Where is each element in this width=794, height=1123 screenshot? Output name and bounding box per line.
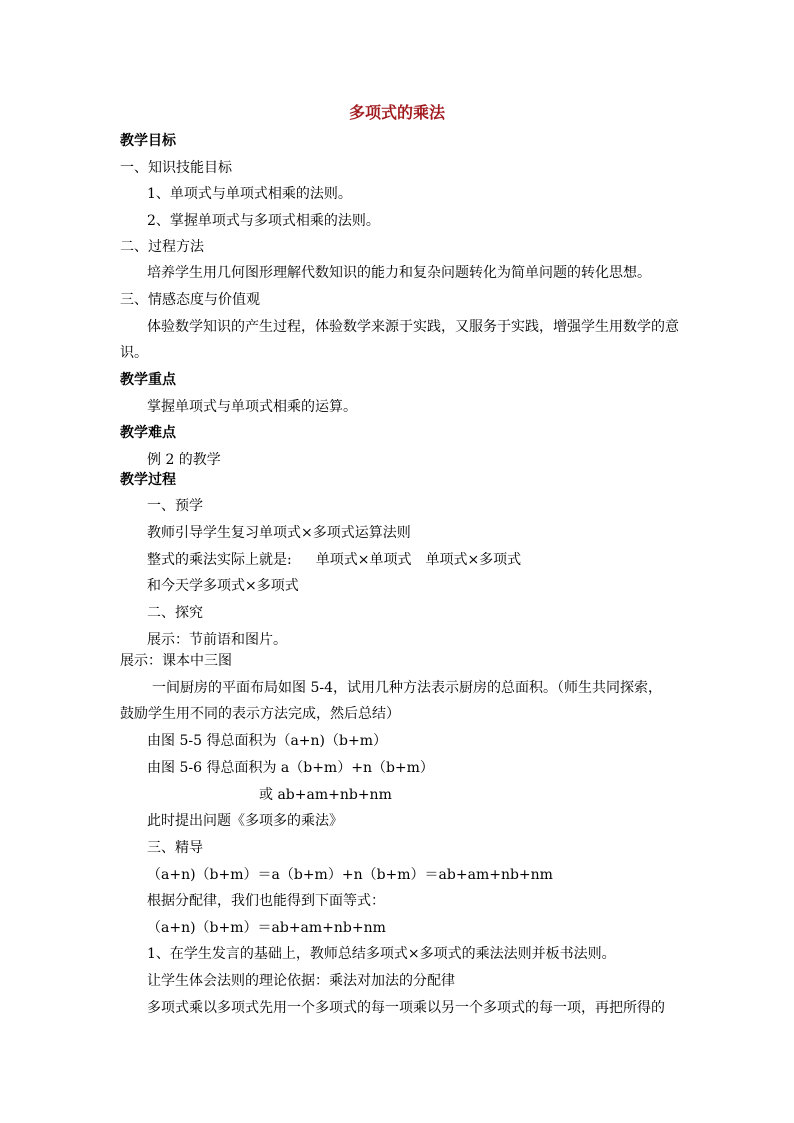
step1-heading: 一、预学 xyxy=(147,498,203,514)
procedure-heading: 教学过程 xyxy=(120,472,176,488)
step2-line-7: 或 ab+am+nb+nm xyxy=(259,787,392,803)
step1-line-2 xyxy=(147,551,521,569)
step3-line-1: （a+n)（b+m）＝a（b+m）+n（b+m）＝ab+am+nb+nm xyxy=(147,867,553,883)
step2-line-4: 鼓励学生用不同的表示方法完成，然后总结） xyxy=(120,706,400,722)
step2-line-3: 一间厨房的平面布局如图 5-4，试用几种方法表示厨房的总面积。（师生共同探索， xyxy=(152,680,662,696)
attitude-text-line-2: 识。 xyxy=(120,345,148,361)
page-title: 多项式的乘法 xyxy=(348,103,445,122)
step3-line-5: 让学生体会法则的理论依据：乘法对加法的分配律 xyxy=(147,973,455,989)
step2-line-5: 由图 5-5 得总面积为（a+n)（b+m） xyxy=(147,733,387,749)
knowledge-heading: 一、知识技能目标 xyxy=(120,160,232,176)
key-heading: 教学重点 xyxy=(120,372,176,388)
step2-line-1: 展示：节前语和图片。 xyxy=(147,632,287,648)
step3-line-4: 1、在学生发言的基础上，教师总结多项式×多项式的乘法法则并板书法则。 xyxy=(147,946,616,962)
attitude-heading: 三、情感态度与价值观 xyxy=(120,292,260,308)
step3-line-6: 多项式乘以多项式先用一个多项式的每一项乘以另一个多项式的每一项，再把所得的 xyxy=(147,1000,665,1016)
knowledge-item-2: 2、掌握单项式与多项式相乘的法则。 xyxy=(147,213,380,229)
step3-heading: 三、精导 xyxy=(147,840,203,856)
step3-line-3: （a+n)（b+m）＝ab+am+nb+nm xyxy=(147,920,386,936)
step2-heading: 二、探究 xyxy=(147,605,203,621)
step3-line-2: 根据分配律，我们也能得到下面等式： xyxy=(147,893,385,909)
knowledge-item-1: 1、单项式与单项式相乘的法则。 xyxy=(147,186,352,202)
difficult-heading: 教学难点 xyxy=(120,425,176,441)
objectives-heading: 教学目标 xyxy=(120,133,176,149)
process-text: 培养学生用几何图形理解代数知识的能力和复杂问题转化为简单问题的转化思想。 xyxy=(147,265,651,281)
step2-line-2: 展示：课本中三图 xyxy=(120,653,232,669)
key-text: 掌握单项式与单项式相乘的运算。 xyxy=(147,399,357,415)
step2-line-6: 由图 5-6 得总面积为 a（b+m）+n（b+m） xyxy=(147,760,434,776)
process-heading: 二、过程方法 xyxy=(120,239,204,255)
step1-line-1: 教师引导学生复习单项式×多项式运算法则 xyxy=(147,525,411,541)
difficult-text: 例 2 的教学 xyxy=(147,452,221,468)
step2-line-8: 此时提出问题《多项多的乘法》 xyxy=(147,813,343,829)
step1-term-mono-poly: 单项式×多项式 xyxy=(425,552,522,568)
step1-line-3: 和今天学多项式×多项式 xyxy=(147,578,299,594)
step1-line-2-text: 整式的乘法实际上就是: xyxy=(147,552,292,568)
step1-term-mono-mono: 单项式×单项式 xyxy=(315,552,412,568)
attitude-text-line-1: 体验数学知识的产生过程，体验数学来源于实践，又服务于实践，增强学生用数学的意 xyxy=(147,319,679,335)
